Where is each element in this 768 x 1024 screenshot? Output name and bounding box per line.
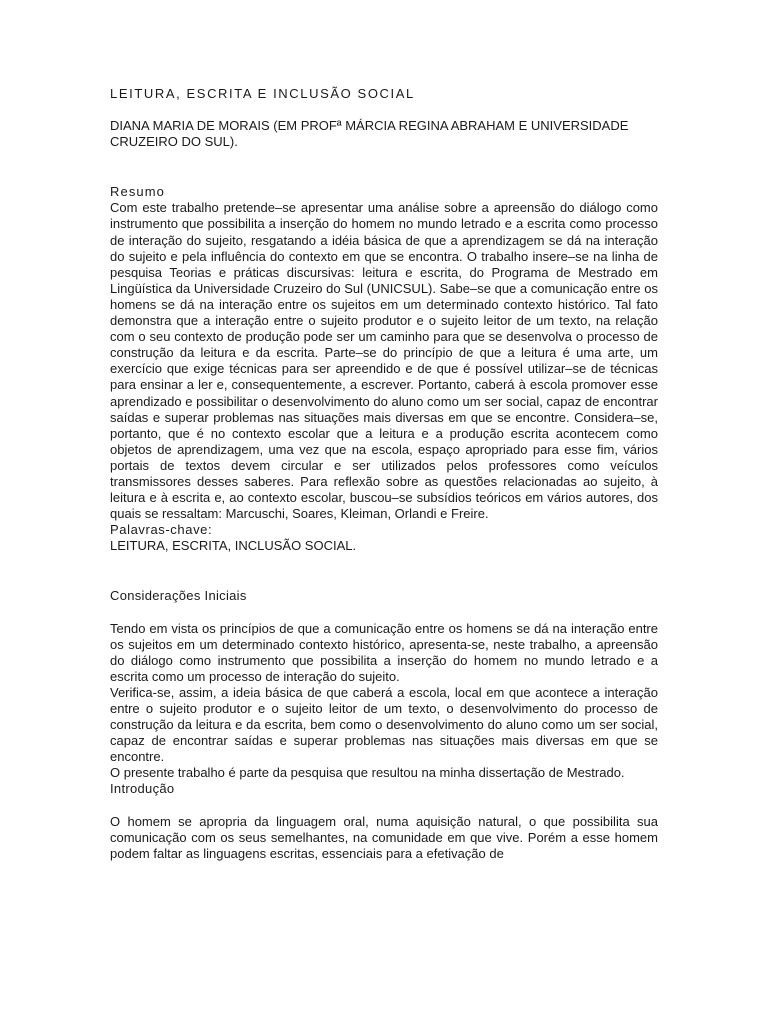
keywords-text: LEITURA, ESCRITA, INCLUSÃO SOCIAL. xyxy=(110,538,357,554)
paragraph: Tendo em vista os princípios de que a comunicação entre os homens se dá na interação entre os sujeitos em um determinado contexto histórico, apresenta-se, neste trabalho, a apreensão do diálogo como instrumento que possibilita a inserção do homem no mundo letrado e a escrita como um processo de interação do sujeito. xyxy=(110,620,658,684)
section-heading-introduction: Introdução xyxy=(110,781,175,797)
section-heading-considerations: Considerações Iniciais xyxy=(110,588,247,604)
document-page xyxy=(110,86,658,862)
keywords-label: Palavras-chave: xyxy=(110,522,213,538)
author-line: DIANA MARIA DE MORAIS (EM PROFª MÁRCIA REGINA ABRAHAM E UNIVERSIDADE CRUZEIRO DO SUL). xyxy=(110,118,629,150)
abstract-label: Resumo xyxy=(110,184,166,200)
abstract-text: Com este trabalho pretende–se apresentar uma análise sobre a apreensão do diálogo como instrumento que possibilita a inserção do homem no mundo letrado e a escrita como processo de interação do sujeito, resgatando a idéia básica de que a aprendizagem se dá na interação do sujeito e pela influência do contexto em que se encontra. O trabalho insere–se na linha de pesquisa Teorias e práticas discursivas: leitura e escrita, do Programa de Mestrado em Lingüística da Universidade Cruzeiro do Sul (UNICSUL). Sabe–se que a comunicação entre os homens se dá na interação entre os sujeitos em um determinado contexto histórico. Tal fato demonstra que a interação entre o sujeito produtor e o sujeito leitor de um texto, na relação com o seu contexto de produção pode ser um caminho para que se desenvolva o processo de construção da leitura e da escrita. Parte–se do princípio de que a leitura é uma arte, um exercício que exige técnicas para ser apreendido e de que é possível utilizar–se de técnicas para ensinar a ler e, consequentemente, a escrever. Portanto, caberá à escola promover esse aprendizado e possibilitar o desenvolvimento do aluno como um ser social, capaz de encontrar saídas e superar problemas nas situações mais diversas em que se encontre. Considera–se, portanto, que é no contexto escolar que a leitura e a produção escrita acontecem como objetos de aprendizagem, uma vez que na escola, espaço apropriado para esse fim, vários portais de textos devem circular e ser utilizados pelos professores como veículos transmissores desses saberes. Para reflexão sobre as questões relacionadas ao sujeito, à leitura e à escrita e, ao contexto escolar, buscou–se subsídios teóricos em vários autores, dos quais se ressaltam: Marcuschi, Soares, Kleiman, Orlandi e Freire. xyxy=(110,200,658,522)
paragraph: Verifica-se, assim, a ideia básica de que caberá a escola, local em que acontece a interação entre o sujeito produtor e o sujeito leitor de um texto, o desenvolvimento do processo de construção da leitura e da escrita, bem como o desenvolvimento do aluno como um ser social, capaz de encontrar saídas e superar problemas nas situações mais diversas em que se encontre. xyxy=(110,684,658,765)
paragraph: O presente trabalho é parte da pesquisa que resultou na minha dissertação de Mestrado. xyxy=(110,765,625,781)
paragraph: O homem se apropria da linguagem oral, numa aquisição natural, o que possibilita sua comunicação com os seus semelhantes, na comunidade em que vive. Porém a esse homem podem faltar as linguagens escritas, essenciais para a efetivação de xyxy=(110,813,658,861)
document-title: LEITURA, ESCRITA E INCLUSÃO SOCIAL xyxy=(110,86,415,101)
